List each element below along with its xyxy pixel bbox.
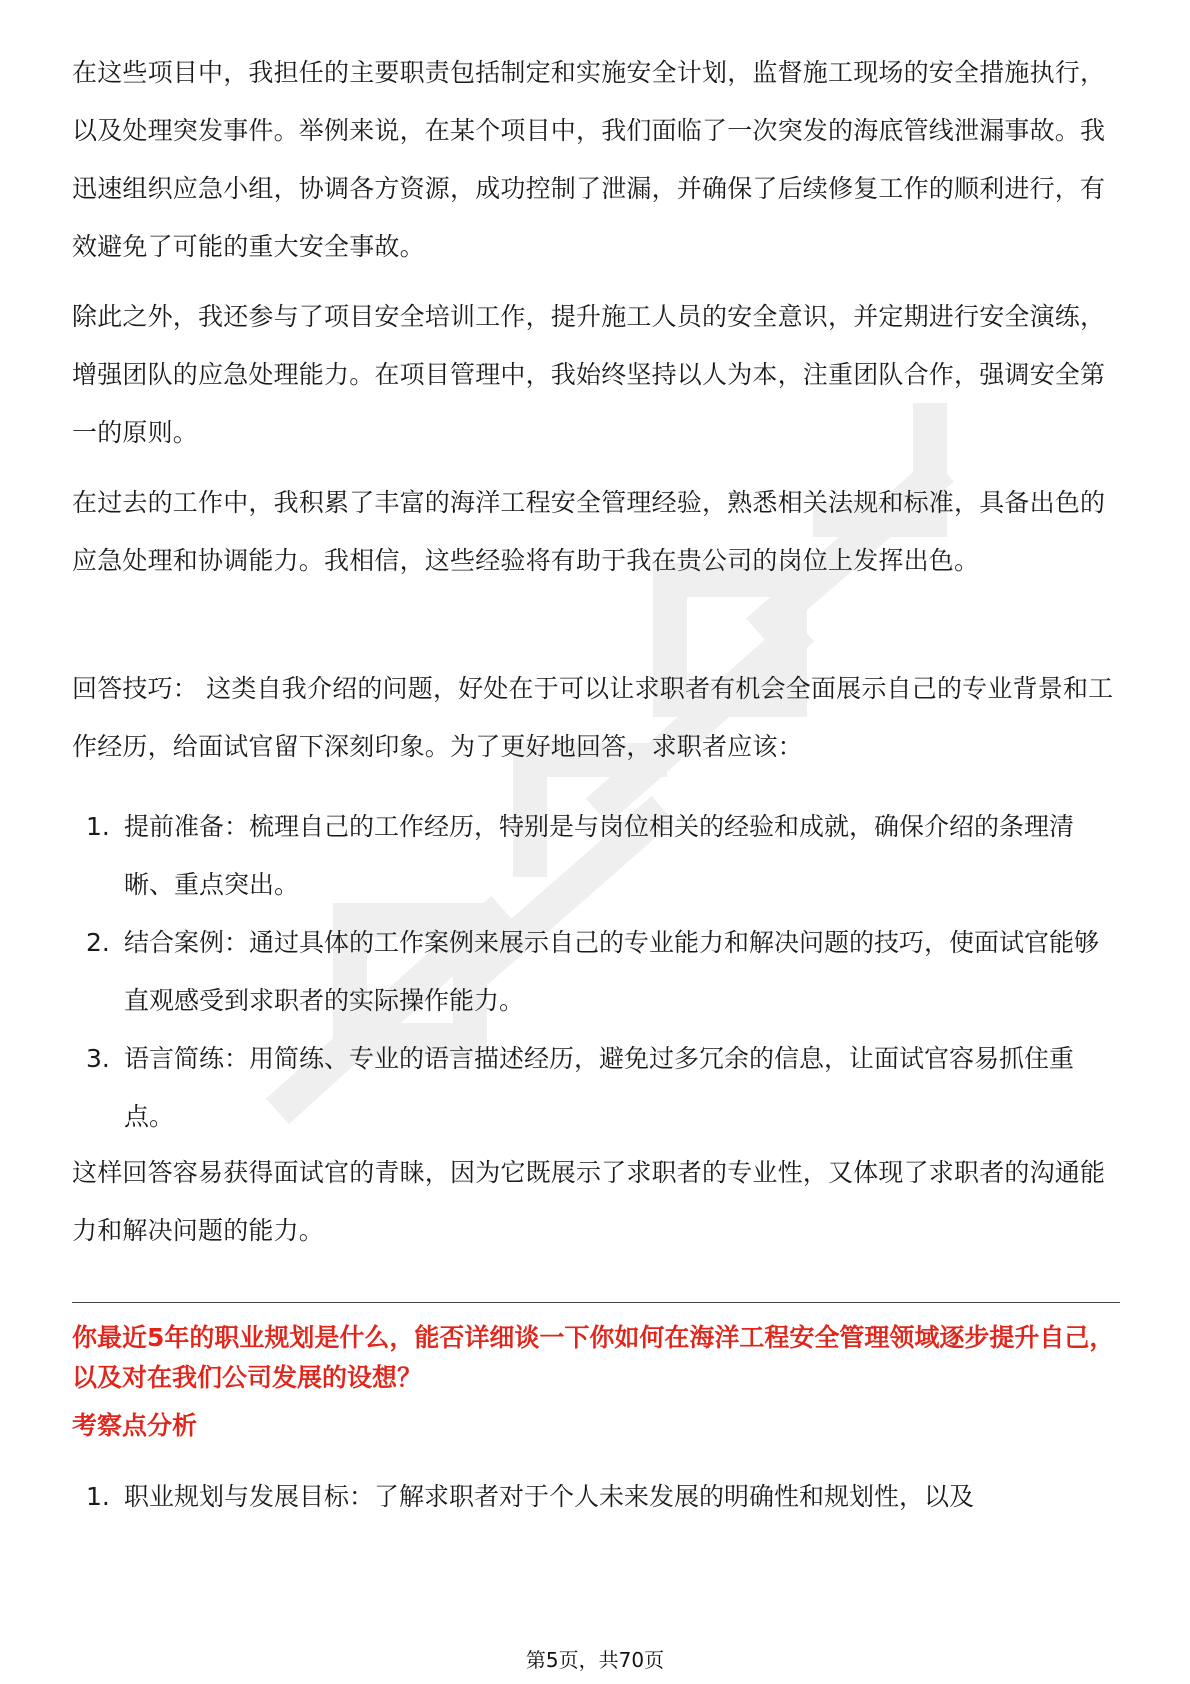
list-text: 结合案例：通过具体的工作案例来展示自己的专业能力和解决问题的技巧，使面试官能够直观感受到求职者的实际操作能力。 [124, 928, 1100, 1015]
list-number: 1. [86, 1482, 110, 1511]
paragraph-experience: 在过去的工作中，我积累了丰富的海洋工程安全管理经验，熟悉相关法规和标准，具备出色的应急处理和协调能力。我相信，这些经验将有助于我在贵公司的岗位上发挥出色。 [72, 488, 1106, 575]
list-item [72, 1030, 1120, 1146]
section-divider [72, 1302, 1120, 1303]
interview-question: 你最近5年的职业规划是什么，能否详细谈一下你如何在海洋工程安全管理领域逐步提升自己，以及对在我们公司发展的设想？ [72, 1323, 1115, 1392]
tips-list [72, 798, 1120, 1146]
page-footer: 第5页，共70页 [525, 1648, 665, 1672]
paragraph-training: 除此之外，我还参与了项目安全培训工作，提升施工人员的安全意识，并定期进行安全演练，增强团队的应急处理能力。在项目管理中，我始终坚持以人为本，注重团队合作，强调安全第一的原则。 [72, 302, 1106, 447]
paragraph-responsibilities: 在这些项目中，我担任的主要职责包括制定和实施安全计划，监督施工现场的安全措施执行，以及处理突发事件。举例来说，在某个项目中，我们面临了一次突发的海底管线泄漏事故。我迅速组织应急小组，协调各方资源，成功控制了泄漏，并确保了后续修复工作的顺利进行，有效避免了可能的重大安全事故。 [72, 58, 1106, 261]
list-number: 1. [86, 812, 110, 841]
list-item [72, 798, 1120, 914]
list-text: 语言简练：用简练、专业的语言描述经历，避免过多冗余的信息，让面试官容易抓住重点。 [124, 1044, 1075, 1131]
analysis-heading: 考察点分析 [72, 1411, 198, 1440]
list-number: 2. [86, 928, 110, 957]
paragraph-answer-tips: 回答技巧： 这类自我介绍的问题，好处在于可以让求职者有机会全面展示自己的专业背景和工作经历，给面试官留下深刻印象。为了更好地回答，求职者应该： [72, 674, 1114, 761]
list-item [72, 914, 1120, 1030]
list-text: 提前准备：梳理自己的工作经历，特别是与岗位相关的经验和成就，确保介绍的条理清晰、重点突出。 [124, 812, 1075, 899]
list-number: 3. [86, 1044, 110, 1073]
list-text: 职业规划与发展目标：了解求职者对于个人未来发展的明确性和规划性，以及 [124, 1482, 975, 1511]
paragraph-closing: 这样回答容易获得面试官的青睐，因为它既展示了求职者的专业性，又体现了求职者的沟通能力和解决问题的能力。 [72, 1158, 1106, 1245]
analysis-list [72, 1468, 1120, 1526]
list-item [72, 1468, 1120, 1526]
